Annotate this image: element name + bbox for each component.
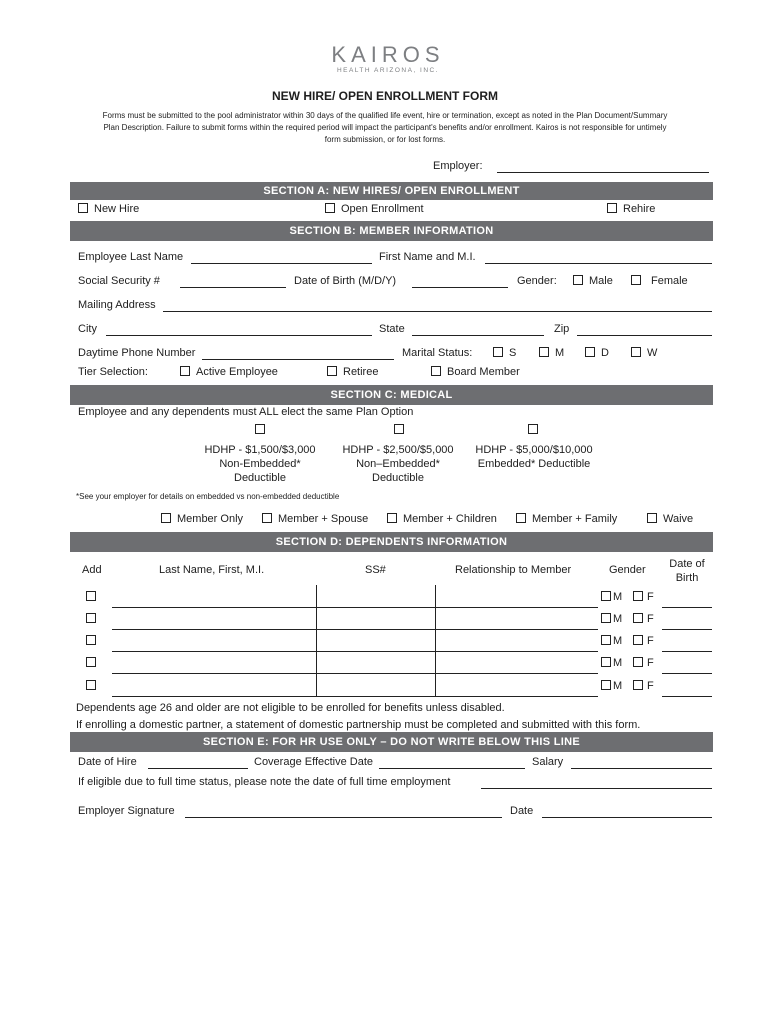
dependent-5-relationship-field[interactable]	[436, 696, 598, 697]
marital-d-label: D	[601, 347, 609, 359]
dependent-4-relationship-field[interactable]	[436, 673, 598, 674]
salary-field[interactable]	[571, 768, 712, 769]
col-name: Last Name, First, M.I.	[159, 564, 265, 576]
coverage-date-label: Coverage Effective Date	[254, 756, 374, 768]
grid-divider-1	[316, 585, 317, 697]
col-ssn: SS#	[365, 564, 386, 576]
waive-label: Waive	[663, 513, 694, 525]
dependent-1-relationship-field[interactable]	[436, 607, 598, 608]
member-family-checkbox[interactable]	[516, 513, 526, 523]
marital-d-checkbox[interactable]	[585, 347, 595, 357]
marital-m-checkbox[interactable]	[539, 347, 549, 357]
salary-label: Salary	[532, 756, 564, 768]
kairos-logo	[330, 43, 446, 75]
col-add: Add	[82, 564, 102, 576]
intro-line-3: form submission, or for lost forms.	[324, 135, 446, 144]
deductible-footnote: *See your employer for details on embedded vs non-embedded deductible	[76, 492, 340, 501]
dependent-1-dob-field[interactable]	[662, 607, 712, 608]
first-name-label: First Name and M.I.	[379, 251, 476, 263]
dependent-3-relationship-field[interactable]	[436, 651, 598, 652]
dependent-2-female-checkbox[interactable]	[633, 613, 643, 623]
male-label: Male	[589, 275, 613, 287]
last-name-field[interactable]	[191, 263, 372, 264]
dependent-2-add-checkbox[interactable]	[86, 613, 96, 623]
dependent-4-male-label: M	[613, 657, 623, 669]
city-field[interactable]	[106, 335, 372, 336]
tier-label: Tier Selection:	[78, 366, 148, 378]
signature-date-field[interactable]	[542, 817, 712, 818]
col-relationship: Relationship to Member	[455, 564, 572, 576]
dependent-5-add-checkbox[interactable]	[86, 680, 96, 690]
form-title: NEW HIRE/ OPEN ENROLLMENT FORM	[272, 89, 498, 103]
member-spouse-checkbox[interactable]	[262, 513, 272, 523]
state-label: State	[379, 323, 405, 335]
logo-subtext: HEALTH ARIZONA, INC.	[336, 67, 440, 74]
first-name-field[interactable]	[485, 263, 712, 264]
dependent-2-male-checkbox[interactable]	[601, 613, 611, 623]
plan-2-text	[328, 443, 468, 485]
active-employee-label: Active Employee	[196, 366, 278, 378]
dependent-1-add-checkbox[interactable]	[86, 591, 96, 601]
open-enrollment-label: Open Enrollment	[341, 203, 424, 215]
plan-3-line-2: Embedded* Deductible	[477, 458, 591, 470]
plan-1-checkbox[interactable]	[255, 424, 265, 434]
dob-field[interactable]	[412, 287, 508, 288]
dependent-5-female-label: F	[647, 680, 654, 692]
dob-label: Date of Birth (M/D/Y)	[294, 275, 397, 287]
male-checkbox[interactable]	[573, 275, 583, 285]
col-dob-line-1: Date of	[669, 558, 705, 570]
mailing-label: Mailing Address	[78, 299, 156, 311]
plan-2-line-1: HDHP - $2,500/$5,000	[342, 444, 454, 456]
employer-label: Employer:	[433, 160, 483, 172]
rehire-label: Rehire	[623, 203, 656, 215]
dependent-3-dob-field[interactable]	[662, 651, 712, 652]
dependent-5-ssn-field[interactable]	[317, 696, 435, 697]
dependent-3-add-checkbox[interactable]	[86, 635, 96, 645]
dependent-1-ssn-field[interactable]	[317, 607, 435, 608]
dependent-1-female-checkbox[interactable]	[633, 591, 643, 601]
board-member-label: Board Member	[447, 366, 520, 378]
dependent-3-male-checkbox[interactable]	[601, 635, 611, 645]
dependent-2-female-label: F	[647, 613, 654, 625]
dependent-5-male-label: M	[613, 680, 623, 692]
marital-w-label: W	[647, 347, 658, 359]
col-dob-line-2: Birth	[675, 572, 699, 584]
plan-1-line-1: HDHP - $1,500/$3,000	[204, 444, 316, 456]
marital-m-label: M	[555, 347, 565, 359]
open-enrollment-checkbox[interactable]	[325, 203, 335, 213]
marital-s-label: S	[509, 347, 517, 359]
ssn-label: Social Security #	[78, 275, 160, 287]
full-time-label: If eligible due to full time status, please note the date of full time employment	[78, 776, 451, 788]
marital-s-checkbox[interactable]	[493, 347, 503, 357]
member-only-label: Member Only	[177, 513, 244, 525]
marital-w-checkbox[interactable]	[631, 347, 641, 357]
dependent-1-female-label: F	[647, 591, 654, 603]
dependent-2-dob-field[interactable]	[662, 629, 712, 630]
dependent-4-ssn-field[interactable]	[317, 673, 435, 674]
dependent-4-female-label: F	[647, 657, 654, 669]
member-family-label: Member + Family	[532, 513, 618, 525]
signature-date-label: Date	[510, 805, 534, 817]
member-children-label: Member + Children	[403, 513, 497, 525]
member-only-checkbox[interactable]	[161, 513, 171, 523]
section-a-header: SECTION A: NEW HIRES/ OPEN ENROLLMENT	[70, 182, 713, 200]
zip-field[interactable]	[577, 335, 712, 336]
plan-1-text	[190, 443, 330, 485]
new-hire-checkbox[interactable]	[78, 203, 88, 213]
dependent-3-female-checkbox[interactable]	[633, 635, 643, 645]
dependent-4-female-checkbox[interactable]	[633, 657, 643, 667]
section-c-header: SECTION C: MEDICAL	[70, 385, 713, 405]
phone-field[interactable]	[202, 359, 394, 360]
dependent-3-ssn-field[interactable]	[317, 651, 435, 652]
coverage-date-field[interactable]	[379, 768, 525, 769]
mailing-field[interactable]	[163, 311, 712, 312]
hire-date-field[interactable]	[148, 768, 248, 769]
retiree-checkbox[interactable]	[327, 366, 337, 376]
dependent-3-male-label: M	[613, 635, 623, 647]
dependent-4-name-field[interactable]	[112, 673, 316, 674]
plan-1-line-2: Non-Embedded*	[219, 458, 301, 470]
waive-checkbox[interactable]	[647, 513, 657, 523]
plan-2-checkbox[interactable]	[394, 424, 404, 434]
dependent-4-dob-field[interactable]	[662, 673, 712, 674]
signature-field[interactable]	[185, 817, 502, 818]
gender-label: Gender:	[517, 275, 557, 287]
dependent-5-name-field[interactable]	[112, 696, 316, 697]
col-dob	[662, 557, 712, 585]
city-label: City	[78, 323, 97, 335]
dependent-5-male-checkbox[interactable]	[601, 680, 611, 690]
new-hire-label: New Hire	[94, 203, 140, 215]
plan-3-checkbox[interactable]	[528, 424, 538, 434]
dependent-1-male-label: M	[613, 591, 623, 603]
dependent-1-name-field[interactable]	[112, 607, 316, 608]
dependent-2-male-label: M	[613, 613, 623, 625]
section-b-header: SECTION B: MEMBER INFORMATION	[70, 221, 713, 241]
dependent-2-name-field[interactable]	[112, 629, 316, 630]
plan-1-line-3: Deductible	[234, 472, 286, 484]
section-e-header: SECTION E: FOR HR USE ONLY – DO NOT WRITE BELOW THIS LINE	[70, 732, 713, 752]
plan-2-line-2: Non–Embedded*	[356, 458, 440, 470]
intro-line-1: Forms must be submitted to the pool administrator within 30 days of the qualified life event, hire or termination, except as noted in the Plan Document/Summary	[102, 111, 668, 120]
plan-3-line-1: HDHP - $5,000/$10,000	[475, 444, 593, 456]
grid-divider-2	[435, 585, 436, 697]
full-time-date-field[interactable]	[481, 788, 712, 789]
hire-date-label: Date of Hire	[78, 756, 137, 768]
dependent-2-ssn-field[interactable]	[317, 629, 435, 630]
last-name-label: Employee Last Name	[78, 251, 184, 263]
intro-line-2: Plan Description. Failure to submit forms within the required period will impact the participant's benefits and/or enrollment. Kairos is not responsible for untimely	[103, 123, 667, 132]
employer-field[interactable]	[497, 172, 709, 173]
plan-2-line-3: Deductible	[372, 472, 424, 484]
marital-label: Marital Status:	[402, 347, 473, 359]
member-children-checkbox[interactable]	[387, 513, 397, 523]
phone-label: Daytime Phone Number	[78, 347, 196, 359]
plan-option-note: Employee and any dependents must ALL elect the same Plan Option	[78, 406, 414, 418]
dependent-4-add-checkbox[interactable]	[86, 657, 96, 667]
signature-label: Employer Signature	[78, 805, 175, 817]
retiree-label: Retiree	[343, 366, 379, 378]
active-employee-checkbox[interactable]	[180, 366, 190, 376]
state-field[interactable]	[412, 335, 544, 336]
female-label: Female	[651, 275, 688, 287]
logo-text: KAIROS	[331, 42, 445, 67]
ssn-field[interactable]	[180, 287, 286, 288]
dependent-3-name-field[interactable]	[112, 651, 316, 652]
female-checkbox[interactable]	[631, 275, 641, 285]
rehire-checkbox[interactable]	[607, 203, 617, 213]
col-gender: Gender	[609, 564, 646, 576]
dependent-4-male-checkbox[interactable]	[601, 657, 611, 667]
board-member-checkbox[interactable]	[431, 366, 441, 376]
dependent-3-female-label: F	[647, 635, 654, 647]
section-d-header: SECTION D: DEPENDENTS INFORMATION	[70, 532, 713, 552]
dependent-1-male-checkbox[interactable]	[601, 591, 611, 601]
dependent-2-relationship-field[interactable]	[436, 629, 598, 630]
dependents-age-note: Dependents age 26 and older are not eligible to be enrolled for benefits unless disabled.	[76, 702, 505, 714]
dependent-5-female-checkbox[interactable]	[633, 680, 643, 690]
domestic-partner-note: If enrolling a domestic partner, a statement of domestic partnership must be completed and submitted with this form.	[76, 719, 641, 731]
member-spouse-label: Member + Spouse	[278, 513, 369, 525]
dependent-5-dob-field[interactable]	[662, 696, 712, 697]
plan-3-text	[462, 443, 606, 471]
zip-label: Zip	[554, 323, 570, 335]
